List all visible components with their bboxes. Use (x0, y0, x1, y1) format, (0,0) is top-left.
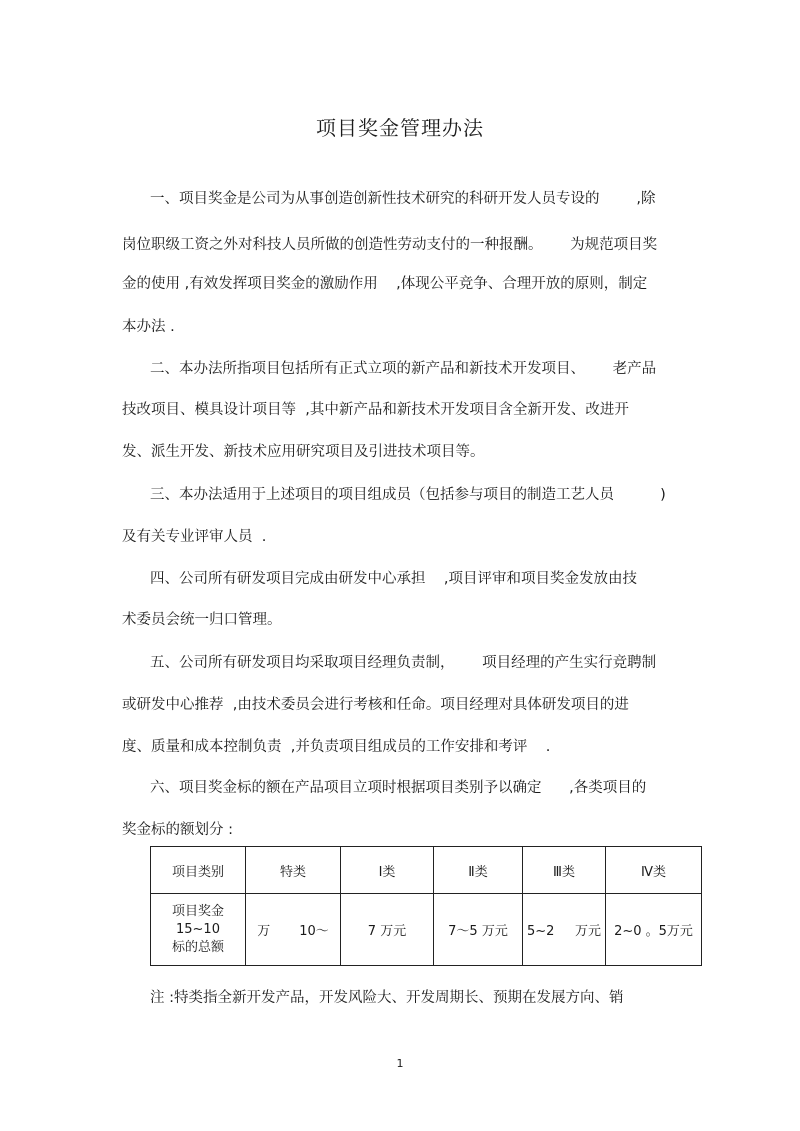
header-cell-class-4: Ⅳ类 (606, 847, 702, 894)
row-label-line-3: 标的总额 (171, 939, 224, 955)
paragraph-2-line-1: 二、本办法所指项目包括所有正式立项的新产品和新技术开发项目、 老产品 (150, 361, 657, 377)
paragraph-5-line-1: 五、公司所有研发项目均采取项目经理负责制， 项目经理的产生实行竞聘制 (150, 655, 657, 671)
row-label-line-1: 项目奖金 (171, 903, 224, 919)
header-cell-class-2: Ⅱ类 (434, 847, 523, 894)
header-cell-class-3: Ⅲ类 (523, 847, 606, 894)
paragraph-6-line-1: 六、项目奖金标的额在产品项目立项时根据项目类别予以确定 ,各类项目的 (150, 780, 647, 796)
cell-class-4-amount: 2~0 。5万元 (606, 894, 702, 966)
paragraph-4-line-2: 术委员会统一归口管理。 (122, 612, 282, 628)
bonus-table-data-row (151, 894, 702, 966)
row-label-cell (151, 894, 246, 966)
paragraph-1-line-3: 金的使用 ,有效发挥项目奖金的激励作用 ,体现公平竞争、合理开放的原则，制定 (122, 276, 648, 292)
table-note: 注 :特类指全新开发产品，开发风险大、开发周期长、预期在发展方向、销 (150, 990, 624, 1006)
cell-class-3-amount: 5~2 万元 (523, 894, 606, 966)
cell-class-1-amount: 7 万元 (341, 894, 434, 966)
paragraph-3-line-2: 及有关专业评审人员 . (122, 529, 267, 545)
paragraph-1-line-4: 本办法 . (122, 319, 175, 335)
paragraph-6-line-2: 奖金标的额划分 : (122, 822, 233, 838)
paragraph-2-line-3: 发、派生开发、新技术应用研究项目及引进技术项目等。 (122, 444, 485, 460)
bonus-table-header-row (151, 847, 702, 894)
cell-special-amount: 万 10～ (246, 894, 341, 966)
paragraph-2-line-2: 技改项目、模具设计项目等 ,其中新产品和新技术开发项目含全新开发、改进开 (122, 402, 629, 418)
paragraph-3-line-1: 三、本办法适用于上述项目的项目组成员（包括参与项目的制造工艺人员 ) (150, 487, 666, 503)
row-label-line-2: 15~10 (176, 921, 220, 937)
paragraph-1-line-2: 岗位职级工资之外对科技人员所做的创造性劳动支付的一种报酬。 为规范项目奖 (122, 237, 658, 253)
paragraph-4-line-1: 四、公司所有研发项目完成由研发中心承担 ,项目评审和项目奖金发放由技 (150, 571, 638, 587)
header-cell-category: 项目类别 (151, 847, 246, 894)
header-cell-class-1: Ⅰ类 (341, 847, 434, 894)
bonus-table (150, 846, 702, 966)
document-title: 项目奖金管理办法 (316, 116, 484, 140)
page-number: 1 (396, 1057, 404, 1070)
paragraph-1-line-1: 一、项目奖金是公司为从事创造创新性技术研究的科研开发人员专设的 ,除 (150, 191, 656, 207)
paragraph-5-line-3: 度、质量和成本控制负责 ,并负责项目组成员的工作安排和考评 . (122, 739, 551, 755)
cell-class-2-amount: 7～5 万元 (434, 894, 523, 966)
header-cell-special: 特类 (246, 847, 341, 894)
paragraph-5-line-2: 或研发中心推荐 ,由技术委员会进行考核和任命。项目经理对具体研发项目的进 (122, 697, 629, 713)
